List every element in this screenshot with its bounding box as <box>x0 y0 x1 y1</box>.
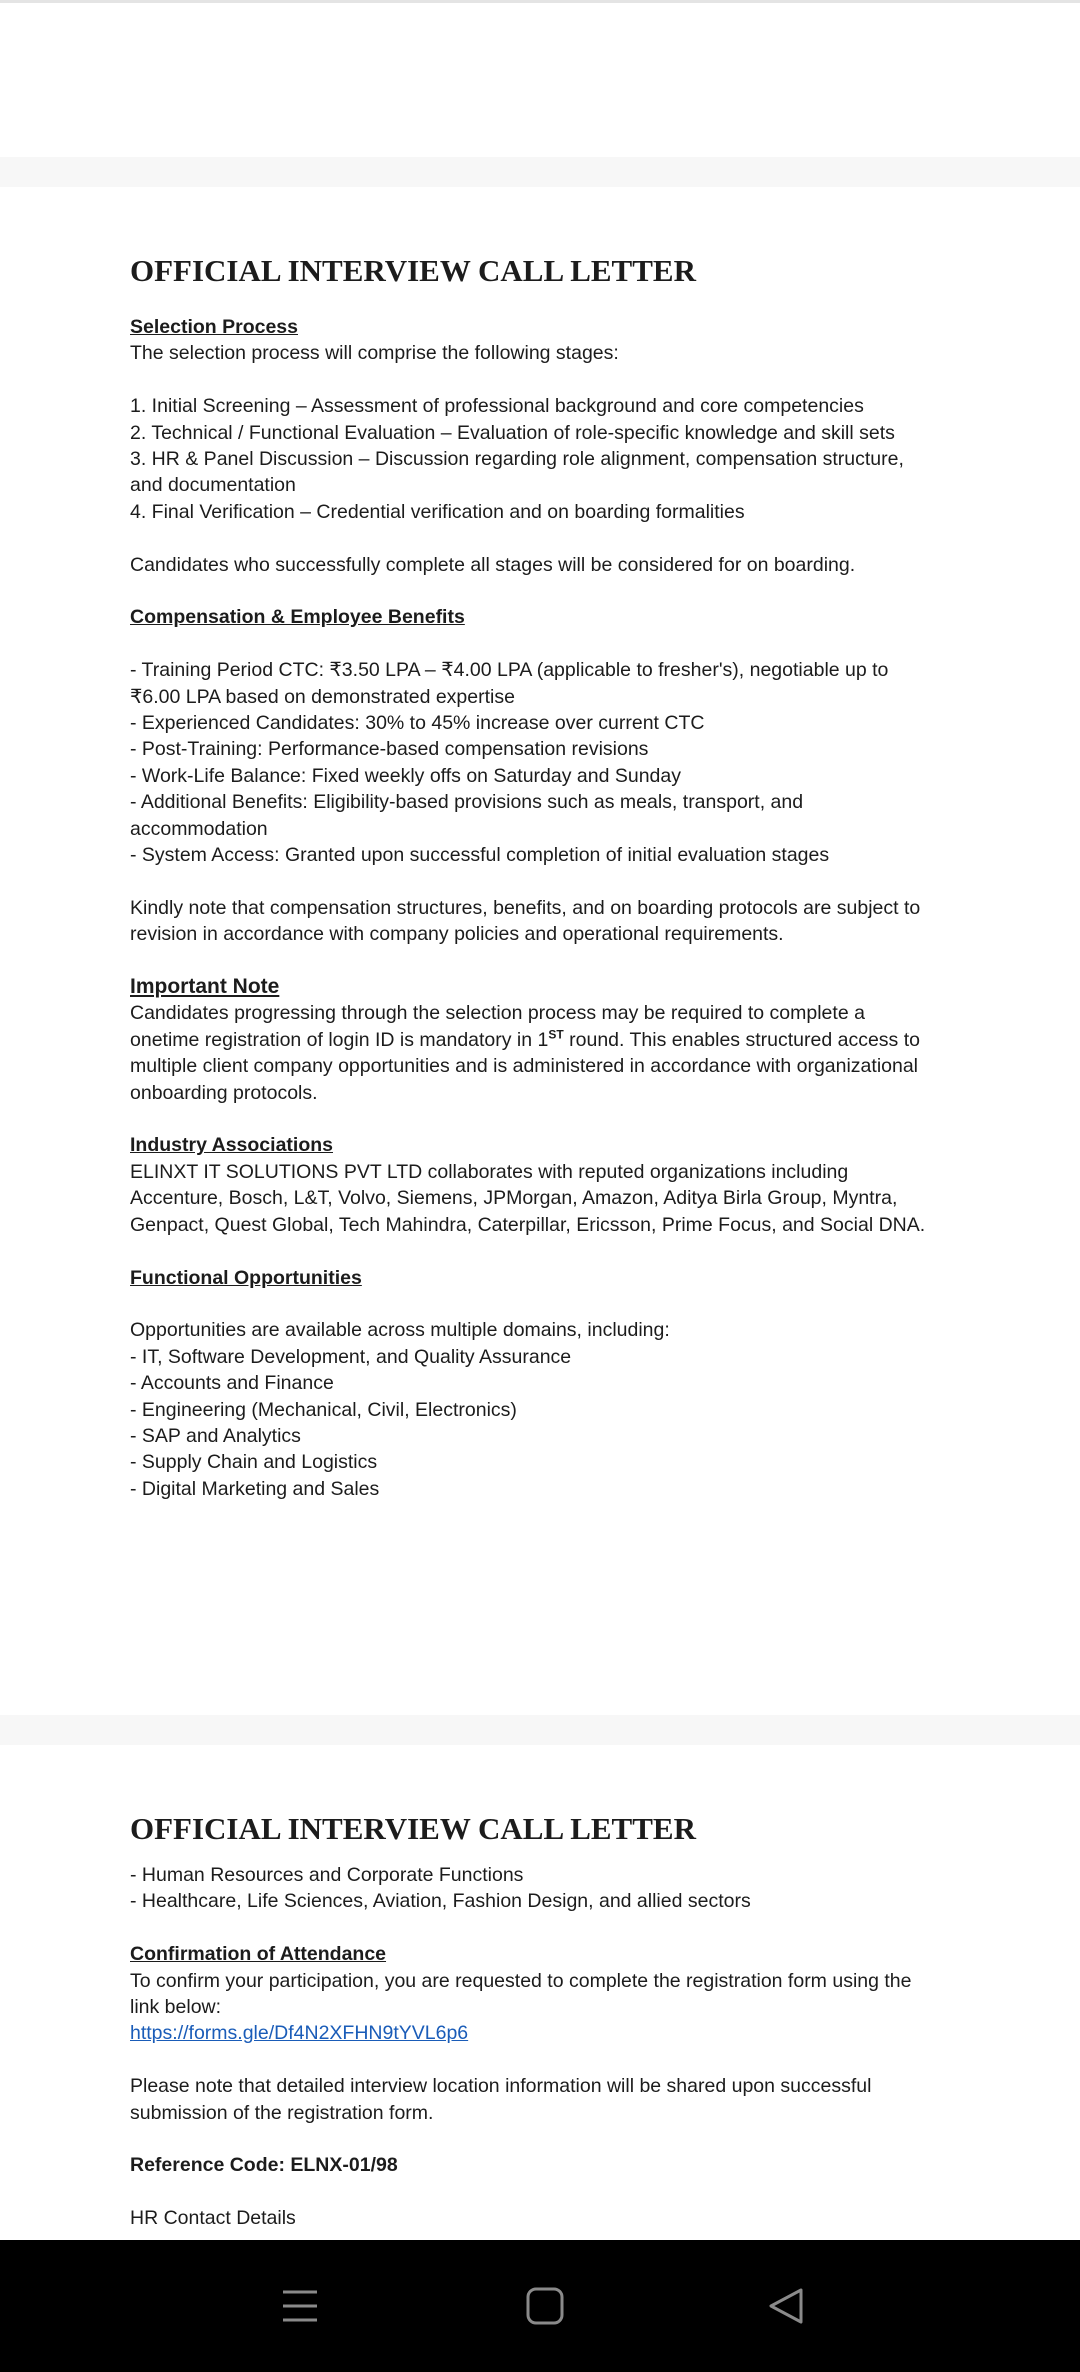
stage-item: 3. HR & Panel Discussion – Discussion regarding role alignment, compensation structure, <box>130 448 904 471</box>
top-divider <box>0 0 1080 3</box>
registration-form-link[interactable]: https://forms.gle/Df4N2XFHN9tYVL6p6 <box>130 2022 469 2045</box>
benefit-item: - Training Period CTC: ₹3.50 LPA – ₹4.00 LPA (applicable to fresher's), negotiable up to <box>130 659 889 682</box>
compensation-note: Kindly note that compensation structures, benefits, and on boarding protocols are subject to <box>130 896 921 919</box>
compensation-note-continued: revision in accordance with company policies and operational requirements. <box>130 923 784 946</box>
compensation-heading: Compensation & Employee Benefits <box>130 606 465 629</box>
menu-icon <box>280 2286 320 2326</box>
domain-item: - Digital Marketing and Sales <box>130 1477 380 1500</box>
page-gap <box>0 157 1080 187</box>
industry-text: ELINXT IT SOLUTIONS PVT LTD collaborates with reputed organizations including <box>130 1160 849 1183</box>
back-icon <box>766 2286 806 2326</box>
industry-text: Genpact, Quest Global, Tech Mahindra, Caterpillar, Ericsson, Prime Focus, and Social DNA. <box>130 1213 926 1236</box>
domain-item: - Engineering (Mechanical, Civil, Electronics) <box>130 1398 517 1421</box>
important-note-text: onboarding protocols. <box>130 1081 318 1104</box>
home-button[interactable] <box>505 2266 585 2346</box>
superscript-st: ST <box>548 1027 564 1042</box>
confirmation-heading: Confirmation of Attendance <box>130 1943 387 1966</box>
functional-opportunities-heading: Functional Opportunities <box>130 1266 362 1289</box>
page-2-content <box>130 1811 960 2232</box>
benefit-item-continued: ₹6.00 LPA based on demonstrated expertise <box>130 685 515 708</box>
page-1-content <box>130 253 960 1502</box>
benefit-item: - Work-Life Balance: Fixed weekly offs on Saturday and Sunday <box>130 764 681 787</box>
important-note-text: onetime registration of login ID is mandatory in 1ST round. This enables structured access to <box>130 1027 920 1051</box>
domain-item: - Human Resources and Corporate Functions <box>130 1864 524 1886</box>
domain-item: - IT, Software Development, and Quality Assurance <box>130 1345 572 1368</box>
selection-intro: The selection process will comprise the following stages: <box>130 342 619 365</box>
location-note: submission of the registration form. <box>130 2101 434 2124</box>
stage-item: 1. Initial Screening – Assessment of professional background and core competencies <box>130 395 864 418</box>
domain-item: - Healthcare, Life Sciences, Aviation, Fashion Design, and allied sectors <box>130 1890 751 1913</box>
selection-closing: Candidates who successfully complete all stages will be considered for on boarding. <box>130 553 856 576</box>
confirmation-text: link below: <box>130 1996 222 2019</box>
benefit-item: - Experienced Candidates: 30% to 45% increase over current CTC <box>130 712 705 735</box>
stage-item: 2. Technical / Functional Evaluation – Evaluation of role-specific knowledge and skill sets <box>130 421 895 444</box>
page-title: OFFICIAL INTERVIEW CALL LETTER <box>130 1811 696 1846</box>
industry-associations-heading: Industry Associations <box>130 1134 333 1157</box>
selection-process-heading: Selection Process <box>130 316 298 338</box>
important-note-text: multiple client company opportunities and is administered in accordance with organizational <box>130 1055 919 1078</box>
domain-item: - Supply Chain and Logistics <box>130 1451 378 1474</box>
home-icon <box>525 2286 565 2326</box>
document-page-1 <box>0 187 1080 1715</box>
page-title: OFFICIAL INTERVIEW CALL LETTER <box>130 253 696 288</box>
functional-intro: Opportunities are available across multiple domains, including: <box>130 1319 670 1342</box>
menu-button[interactable] <box>260 2266 340 2346</box>
important-note-heading: Important Note <box>130 975 280 999</box>
navigation-bar <box>0 2240 1080 2372</box>
back-button[interactable] <box>746 2266 826 2346</box>
benefit-item-continued: accommodation <box>130 817 268 840</box>
document-page-2 <box>0 1745 1080 2240</box>
benefit-item: - Additional Benefits: Eligibility-based provisions such as meals, transport, and <box>130 791 804 814</box>
benefit-item: - System Access: Granted upon successful completion of initial evaluation stages <box>130 844 830 867</box>
stage-item: 4. Final Verification – Credential verification and on boarding formalities <box>130 500 745 523</box>
location-note: Please note that detailed interview location information will be shared upon successful <box>130 2075 872 2098</box>
stage-item-continued: and documentation <box>130 474 296 497</box>
hr-contact-heading: HR Contact Details <box>130 2207 296 2230</box>
important-note-text: Candidates progressing through the selection process may be required to complete a <box>130 1002 865 1025</box>
page-gap <box>0 1715 1080 1745</box>
confirmation-text: To confirm your participation, you are requested to complete the registration form using the <box>130 1969 912 1992</box>
domain-item: - SAP and Analytics <box>130 1424 301 1447</box>
benefit-item: - Post-Training: Performance-based compensation revisions <box>130 738 649 761</box>
domain-item: - Accounts and Finance <box>130 1372 334 1395</box>
reference-code: Reference Code: ELNX-01/98 <box>130 2154 398 2177</box>
industry-text: Accenture, Bosch, L&T, Volvo, Siemens, JPMorgan, Amazon, Aditya Birla Group, Myntra, <box>130 1187 898 1210</box>
